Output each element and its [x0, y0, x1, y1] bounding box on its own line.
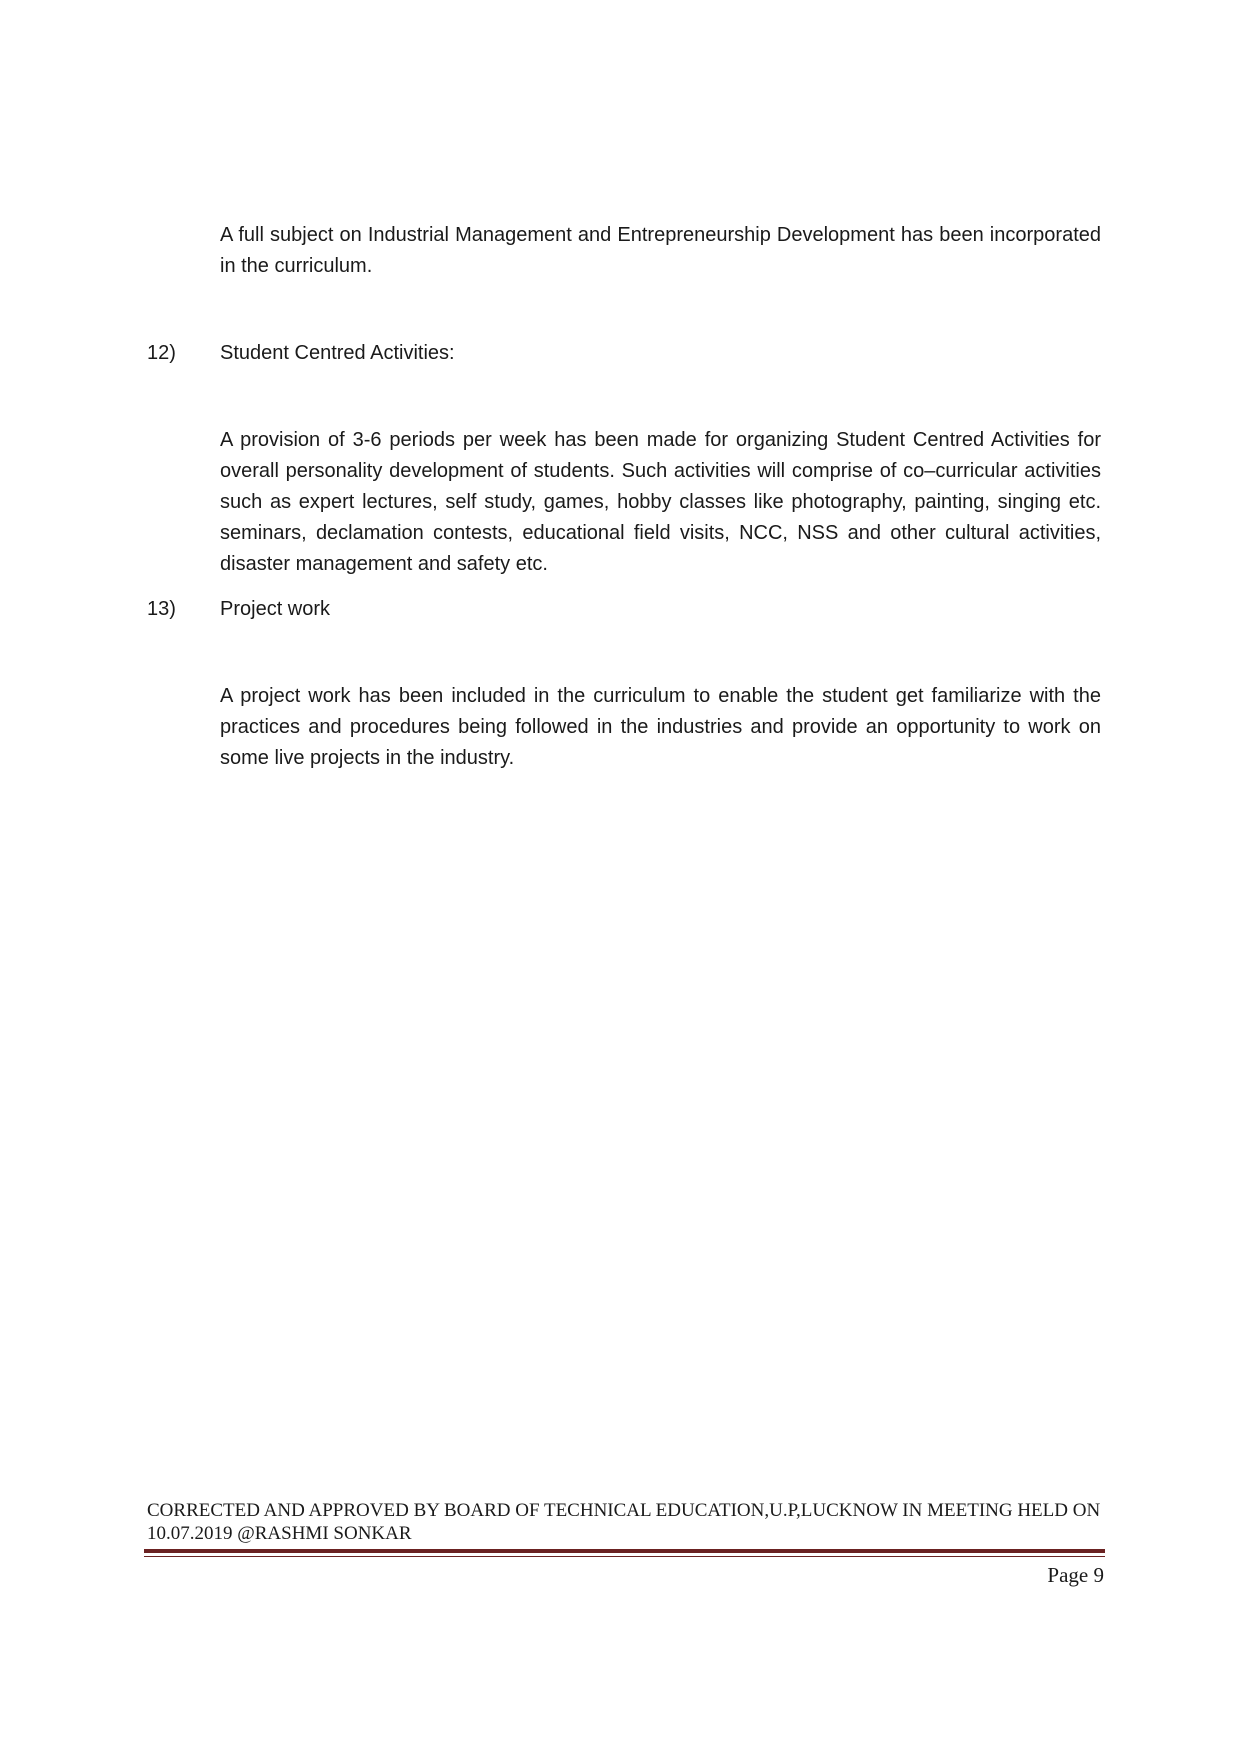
student-centred-activities-paragraph: A provision of 3-6 periods per week has been made for organizing Student Centred Activities for overall personality development of students. Such activities will comprise of co–curricular activities such as expert lectures, self study, games, hobby classes like photography, painting, singing etc. seminars, declamation contests, educational field visits, NCC, NSS and other cultural activities, disaster management and safety etc. — [220, 429, 1101, 575]
project-work-paragraph: A project work has been included in the curriculum to enable the student get familiarize with the practices and procedures being followed in the industries and provide an opportunity to work on some live projects in the industry. — [220, 685, 1101, 769]
section-title-student-centred-activities: Student Centred Activities: — [220, 342, 455, 364]
footer-divider-thick — [144, 1549, 1105, 1553]
footer-approval-note — [147, 1499, 1107, 1545]
intro-paragraph: A full subject on Industrial Management and Entrepreneurship Development has been incorporated in the curriculum. — [220, 224, 1101, 277]
footer-divider-thin — [144, 1556, 1105, 1557]
section-number-13: 13) — [147, 598, 176, 620]
page-number: Page 9 — [1047, 1563, 1104, 1587]
footer-line-1: CORRECTED AND APPROVED BY BOARD OF TECHNICAL EDUCATION,U.P,LUCKNOW IN MEETING HELD ON — [147, 1500, 1101, 1521]
section-title-project-work: Project work — [220, 598, 331, 620]
section-number-12: 12) — [147, 342, 176, 364]
footer-line-2: 10.07.2019 @RASHMI SONKAR — [147, 1523, 412, 1544]
